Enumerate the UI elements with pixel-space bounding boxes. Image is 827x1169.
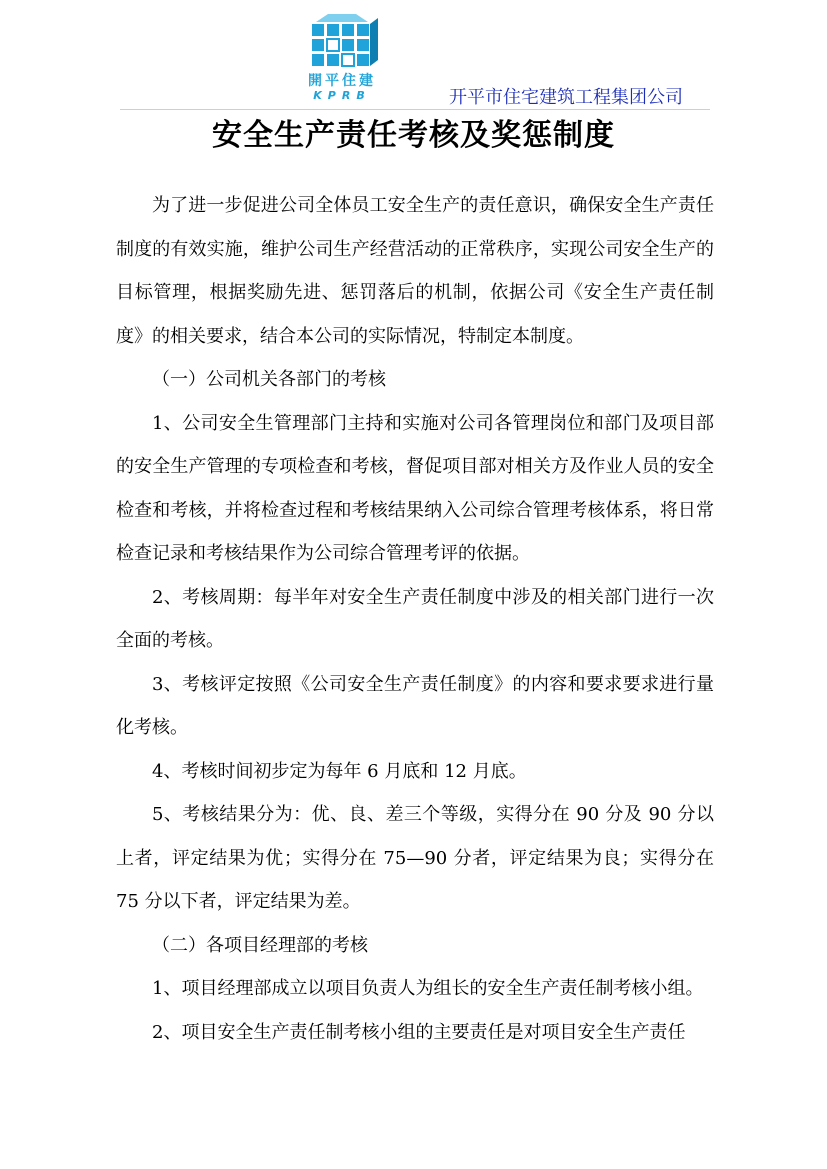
body-paragraph: 1、项目经理部成立以项目负责人为组长的安全生产责任制考核小组。 (152, 978, 704, 999)
section-heading: （二）各项目经理部的考核 (152, 934, 368, 956)
body-paragraph: 3、考核评定按照《公司安全生产责任制度》的内容和要求要求进行量化考核。 (116, 673, 714, 738)
section-heading: （一）公司机关各部门的考核 (152, 369, 386, 390)
body-paragraph: 2、考核周期：每半年对安全生产责任制度中涉及的相关部门进行一次全面的考核。 (116, 586, 714, 651)
body-paragraph: 1、公司安全生管理部门主持和实施对公司各管理岗位和部门及项目部的安全生产管理的专项检查和考核，督促项目部对相关方及作业人员的安全检查和考核，并将检查过程和考核结果纳入公司综合管理考核体系，将日常检查记录和考核结果作为公司综合管理考评的依据。 (116, 412, 714, 564)
company-logo (298, 12, 386, 104)
body-paragraph: 4、考核时间初步定为每年 6 月底和 12 月底。 (152, 760, 527, 782)
body-paragraph: 2、项目安全生产责任制考核小组的主要责任是对项目安全生产责任 (152, 1021, 686, 1043)
company-name: 开平市住宅建筑工程集团公司 (449, 87, 683, 108)
document-body (116, 184, 714, 1054)
logo-chinese-text: 開平住建 (308, 73, 376, 89)
building-cube-icon (298, 12, 386, 70)
document-title: 安全生产责任考核及奖惩制度 (212, 118, 615, 153)
intro-paragraph: 为了进一步促进公司全体员工安全生产的责任意识，确保安全生产责任制度的有效实施，维护公司生产经营活动的正常秩序，实现公司安全生产的目标管理，根据奖励先进、惩罚落后的机制，依据公司《安全生产责任制度》的相关要求，结合本公司的实际情况，特制定本制度。 (116, 195, 714, 347)
body-paragraph: 5、考核结果分为：优、良、差三个等级，实得分在 90 分及 90 分以上者，评定结果为优；实得分在 75—90 分者，评定结果为良；实得分在 75 分以下者，评定结果为差。 (116, 804, 714, 912)
logo-english-text: KPRB (313, 89, 371, 102)
